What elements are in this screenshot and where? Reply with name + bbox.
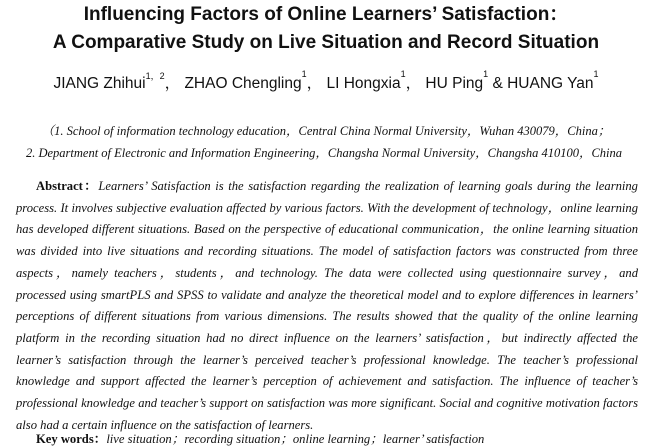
author-name: HU Ping — [425, 75, 484, 92]
author-affiliation-mark: 1 — [400, 69, 406, 79]
abstract-label: Abstract： — [36, 179, 99, 193]
author-separator: ， — [164, 75, 181, 92]
abstract-text: Learners’ Satisfaction is the satisfaction regarding the realization of learning goals during the learning process. It involves subjective evaluation affected by various factors. With the development of technology，online learning has developed different situations. Based on the perspective of educational communication，the online learning situation was divided into live situations and recording situations. The model of satisfaction factors was constructed from three aspects，namely teachers，students，and technology. The data were collected using questionnaire survey，and processed using smartPLS and SPSS to validate and analyze the theoretical model and to explore differences in learners’ perceptions of different situations from various dimensions. The results showed that the quality of the online learning platform in the recording situation had no direct influence on the learners’ satisfaction，but indirectly affected the learner’s satisfaction through the learner’s perceived teacher’s professional knowledge. The teacher’s professional knowledge and support affected the learner’s perception of achievement and satisfaction. The influence of teacher’s professional knowledge and teacher’s support on satisfaction was more significant. Social and cognitive motivation factors also had a certain influence on the satisfaction of learners. — [16, 179, 638, 432]
author — [184, 69, 323, 92]
keywords-text: live situation；recording situation；online learning；learner’ satisfaction — [106, 432, 485, 446]
author — [425, 69, 508, 92]
author — [507, 69, 599, 92]
author-separator: & — [488, 75, 508, 92]
author-list — [0, 71, 652, 93]
author-separator: ， — [405, 75, 422, 92]
abstract — [16, 176, 638, 436]
author-name: ZHAO Chengling — [184, 75, 302, 92]
author — [53, 71, 181, 92]
author-affiliation-mark: 1 — [483, 69, 489, 79]
author — [326, 69, 422, 92]
author-affiliation-mark: 1 — [593, 69, 599, 79]
keywords — [36, 428, 484, 447]
author-affiliation-mark: 1，2 — [145, 71, 165, 81]
title-line-1: Influencing Factors of Online Learners’ Satisfaction： — [83, 4, 569, 25]
keywords-label: Key words： — [36, 432, 107, 446]
author-separator: ， — [306, 75, 323, 92]
author-name: JIANG Zhihui — [53, 75, 146, 92]
author-name: LI Hongxia — [326, 75, 401, 92]
author-name: HUANG Yan — [507, 75, 594, 92]
author-affiliation-mark: 1 — [301, 69, 307, 79]
title-line-2: A Comparative Study on Live Situation and Record Situation — [52, 32, 600, 53]
affiliation-2: 2. Department of Electronic and Information Engineering，Changsha Normal University，Changsha 410100，China — [25, 146, 623, 160]
affiliation-1: （1. School of information technology education，Central China Normal University，Wuhan 430079，China； — [41, 124, 611, 138]
